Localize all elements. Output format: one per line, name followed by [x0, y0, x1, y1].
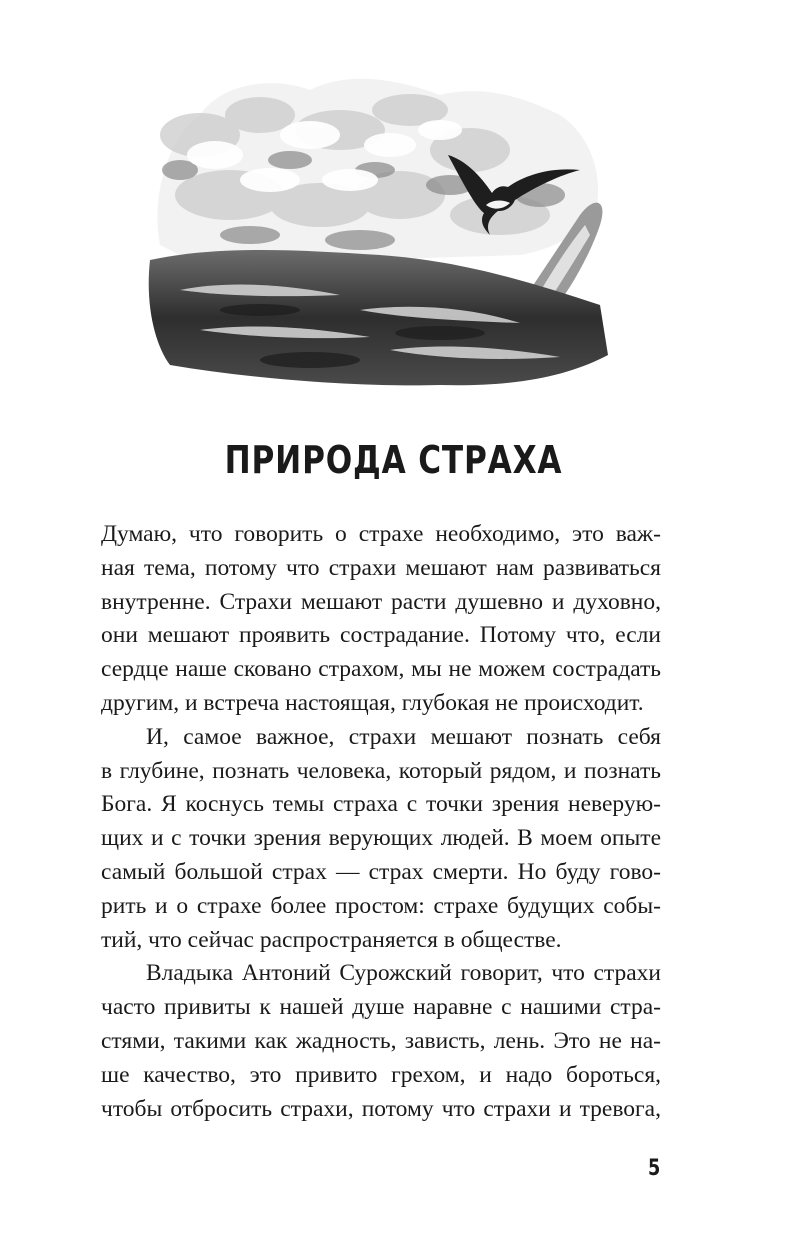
text-line: Владыка Антоний Сурожский говорит, что страхи: [146, 960, 661, 987]
text-line: рить и о страхе более простом: страхе будущих собы-: [101, 892, 661, 919]
chapter-title: ПРИРОДА СТРАХА: [224, 438, 563, 482]
text-line: Думаю, что говорить о страхе необходимо, это важ-: [101, 521, 661, 547]
text-line: в глубине, познать человека, который рядом, и познать: [101, 757, 661, 784]
page-number: 5: [648, 1156, 661, 1181]
text-line: тий, что сейчас распространяется в обществе.: [101, 926, 562, 953]
text-line: И, самое важное, страхи мешают познать себя: [146, 723, 661, 750]
text-line: внутренне. Страхи мешают расти душевно и духовно,: [101, 588, 661, 615]
text-line: сердце наше сковано страхом, мы не можем сострадать: [101, 656, 661, 683]
text-line: самый большой страх — страх смерти. Но буду гово-: [101, 858, 661, 885]
text-line: часто привиты к нашей душе наравне с нашими стра-: [101, 994, 661, 1021]
text-line: стями, такими как жадность, зависть, лень. Это не на-: [101, 1027, 661, 1054]
body-text: [101, 518, 661, 1126]
text-line: другим, и встреча настоящая, глубокая не происходит.: [101, 689, 644, 716]
sea-waves-seagull-illustration: [140, 75, 608, 387]
text-line: ше качество, это привито грехом, и надо бороться,: [101, 1061, 661, 1088]
text-line: ная тема, потому что страхи мешают нам развиваться: [101, 554, 661, 581]
text-line: они мешают проявить сострадание. Потому что, если: [101, 622, 661, 649]
text-line: Бога. Я коснусь темы страха с точки зрения неверую-: [101, 791, 661, 818]
text-line: чтобы отбросить страхи, потому что страхи и тревога,: [101, 1095, 661, 1122]
text-line: щих и с точки зрения верующих людей. В моем опыте: [101, 825, 661, 852]
